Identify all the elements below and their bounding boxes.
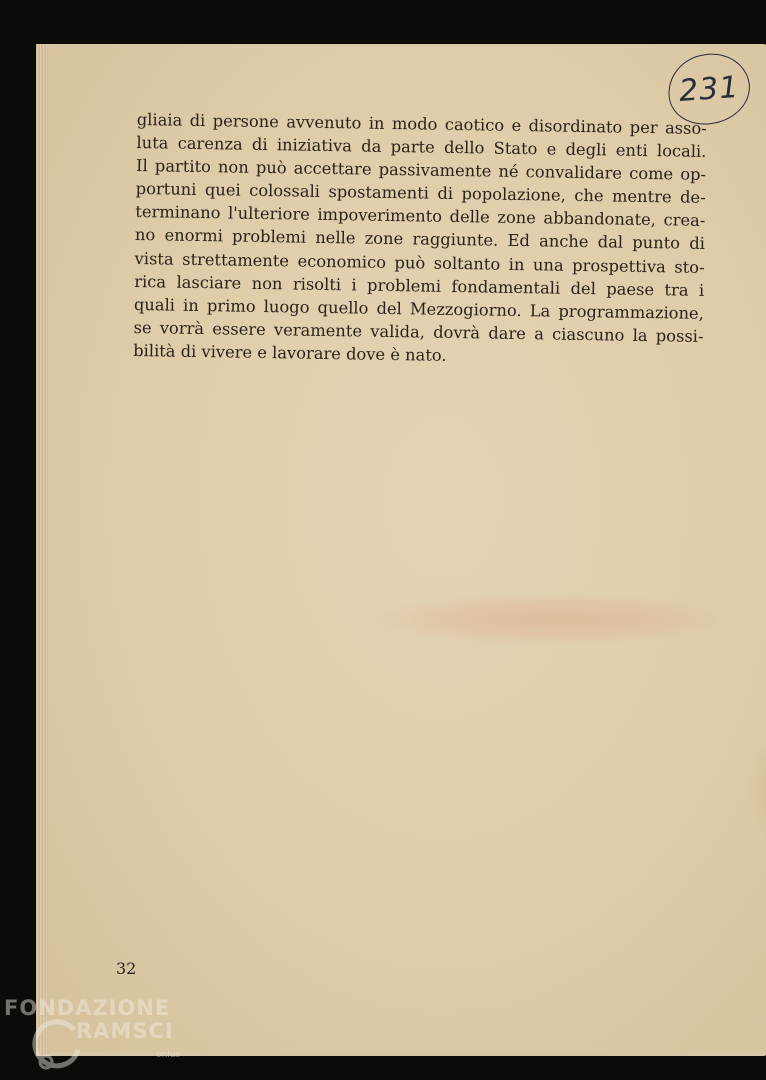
page-number: 32 [116, 959, 137, 978]
fondazione-gramsci-watermark [0, 996, 200, 1080]
text-line: Il partito non può accettare passivamente né convalidare come op- [135, 156, 707, 185]
archive-number-text: 231 [677, 69, 741, 109]
text-line: quali in primo luogo quello del Mezzogiorno. La programmazione, [133, 294, 704, 323]
text-line: terminano l'ulteriore impoverimento delle zone abbandonate, crea- [135, 202, 706, 231]
text-line: portuni quei colossali spostamenti di popolazione, che mentre de- [135, 179, 706, 208]
watermark-line2: RAMSCI [76, 1019, 174, 1043]
text-line: no enormi problemi nelle zone raggiunte. Ed anche dal punto di [134, 225, 706, 254]
paper-shadow [748, 726, 766, 856]
text-line: rica lasciare non risolti i problemi fondamentali del paese tra i [134, 271, 705, 300]
text-line: gliaia di persone avvenuto in modo caotico e disordinato per asso- [136, 109, 707, 138]
text-line: se vorrà essere veramente valida, dovrà dare a ciascuno la possi- [133, 317, 704, 346]
watermark-subtitle: onlus [156, 1050, 181, 1060]
text-line: luta carenza di iniziativa da parte dello Stato e degli enti locali. [136, 133, 707, 162]
text-line: vista strettamente economico può soltanto in una prospettiva sto- [134, 248, 705, 277]
watermark-line1: FONDAZIONE [4, 996, 171, 1020]
body-paragraph [133, 108, 707, 371]
paper-stain [378, 594, 718, 644]
text-line: bilità di vivere e lavorare dove è nato. [133, 340, 447, 365]
